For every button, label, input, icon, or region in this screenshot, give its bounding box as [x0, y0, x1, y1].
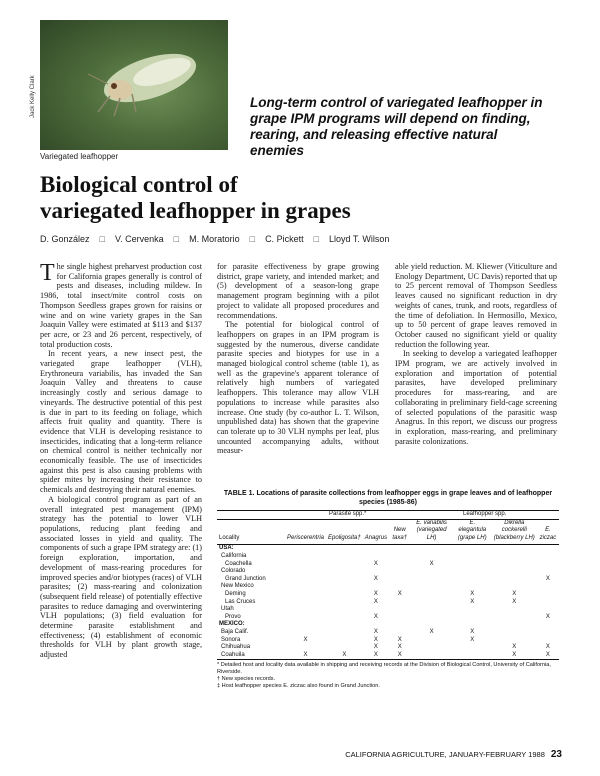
table-cell: X — [537, 652, 559, 660]
group-header-parasite: Parasite spp.* — [285, 511, 410, 520]
table-cell — [285, 606, 326, 614]
locality-cell: MEXICO: — [219, 621, 245, 628]
table-cell — [285, 583, 326, 591]
body-column-3 — [395, 262, 557, 478]
table-cell: X — [470, 590, 475, 597]
table-cell — [537, 621, 559, 629]
table-cell — [410, 652, 452, 660]
table-cell — [410, 614, 452, 622]
leafhopper-illustration — [40, 20, 228, 150]
table-row — [217, 644, 559, 652]
table-cell — [389, 606, 410, 614]
table-cell — [326, 629, 363, 637]
column-header: E. variabilis (variegated LH) — [410, 519, 452, 545]
table-cell — [326, 644, 363, 652]
table-cell — [410, 591, 452, 599]
table-cell — [326, 561, 363, 569]
column-header: Anagrus — [363, 519, 389, 545]
body-paragraph: The potential for biological control of leafhoppers on grapes in an IPM program is suggested by the numerous, diverse candidate parasite species and biotypes for use in a managed biological control scheme (table 1), as well as the grapevine's apparent tolerance of relatively high numbers of variegated leafhoppers. This tolerance may allow VLH populations to increase while parasites also increase. One study (by co-author L. T. Wilson, unpublished data) has shown that the grapevine can tolerate up to 30 VLH nymphs per leaf, plus uncounted accompanying adults, without measur- — [217, 320, 379, 456]
table-cell — [410, 576, 452, 584]
author: M. Moratorio — [189, 234, 240, 244]
author-separator: □ — [313, 234, 320, 244]
table-cell — [326, 583, 363, 591]
drop-cap: T — [40, 262, 55, 286]
table-cell: X — [429, 628, 434, 635]
table-cell: X — [429, 560, 434, 567]
table-cell — [326, 637, 363, 645]
table-cell — [537, 583, 559, 591]
table-footnote: † New species records. — [217, 676, 276, 683]
table-cell — [492, 637, 537, 645]
table-cell — [363, 583, 389, 591]
author-separator: □ — [173, 234, 180, 244]
table-cell — [285, 644, 326, 652]
table-row — [217, 652, 559, 660]
table-cell — [363, 568, 389, 576]
table-cell — [410, 606, 452, 614]
table-cell: X — [470, 628, 475, 635]
table-cell: X — [363, 652, 389, 660]
table-cell — [326, 606, 363, 614]
table-cell — [326, 576, 363, 584]
table-cell — [363, 606, 389, 614]
column-header: Dikrella cockerelli (blackberry LH) — [492, 519, 537, 545]
table-cell — [389, 568, 410, 576]
page-footer — [330, 749, 562, 760]
table-cell — [363, 553, 389, 561]
table-cell — [389, 614, 410, 622]
table-cell: X — [373, 644, 378, 651]
table-cell: X — [545, 613, 550, 620]
table-cell: X — [373, 575, 378, 582]
table-cell — [285, 591, 326, 599]
table-cell — [537, 637, 559, 645]
body-paragraph: A biological control program as part of an overall integrated pest management (IPM) strategy has the potential to lower VLH populations, reducing plant feeding and associated losses in yield and quality. The components of such a grape IPM strategy are: (1) foreign exploration, importation, and development of mass-rearing procedures for improved species and/or biotypes (races) of VLH parasites; (2) mass-rearing and colonization (subsequent field release) of potentially effective parasites to reduce damaging and overwintering VLH populations; (3) field evaluation for determine parasite establishment and effectiveness; (4) establishment of economic thresholds for VLH by plant growth stage, adjusted — [40, 494, 202, 660]
group-header-leafhopper: Leafhopper spp. — [410, 511, 559, 520]
paragraph-text: he single highest preharvest production cost for California grapes generally is control of pests and diseases, including mildew. In 1986, total insect/mite control costs on Thompson Seedless grapes grown for raisins or wine and on wine variety grapes in the San Joaquin Valley were estimated at $113 and $137 per acre, or 23 and 26 percent, respectively, of total production costs. — [40, 262, 202, 349]
table-cell: X — [545, 575, 550, 582]
table-cell: X — [492, 652, 537, 660]
table-cell — [389, 599, 410, 607]
column-header-locality: Locality — [217, 519, 285, 545]
title-line-2: variegated leafhopper in grapes — [40, 198, 351, 223]
table-cell — [492, 568, 537, 576]
table-cell — [285, 621, 326, 629]
leafhopper-photo — [40, 20, 228, 150]
table-cell — [285, 561, 326, 569]
table-cell: X — [373, 628, 378, 635]
author-list — [40, 234, 560, 244]
locality-cell: Utah — [221, 606, 234, 613]
table-cell — [410, 637, 452, 645]
table-cell: X — [397, 636, 402, 643]
table-cell — [492, 614, 537, 622]
table-row — [217, 637, 559, 645]
table-cell: X — [373, 598, 378, 605]
locality-cell: Coahuila — [217, 652, 285, 660]
table-footnote: * Detailed host and locality data available in shipping and receiving records at the Division of Biological Control, University of California, Riverside. — [217, 662, 551, 676]
table-cell: X — [545, 644, 550, 651]
table-cell: X — [512, 598, 517, 605]
table-cell — [453, 561, 492, 569]
table-row — [217, 606, 559, 614]
data-table — [217, 510, 559, 660]
table-cell — [285, 576, 326, 584]
locality-cell: USA: — [219, 545, 234, 552]
table-cell — [492, 553, 537, 561]
photo-credit: Jack Kelly Clark — [30, 75, 36, 118]
locality-cell: California — [221, 552, 247, 559]
body-paragraph: for parasite effectiveness by grape growing district, grape variety, and intended market; and (5) development of a season-long grape management program beginning with a pilot project to validate all proposed procedures and recommendations. — [217, 262, 379, 320]
table-cell — [285, 568, 326, 576]
table-cell — [492, 629, 537, 637]
table-cell — [410, 545, 452, 553]
table-row — [217, 576, 559, 584]
table-cell: X — [470, 636, 475, 643]
table-cell — [537, 545, 559, 553]
table-cell — [537, 606, 559, 614]
table-caption: TABLE 1. Locations of parasite collections from leafhopper eggs in grape leaves and of leafhopper species (1985-86) — [223, 490, 553, 506]
locality-cell: Coachella — [225, 560, 252, 567]
table-row — [217, 561, 559, 569]
locality-cell: New Mexico — [221, 583, 254, 590]
table-cell — [492, 621, 537, 629]
body-column-1 — [40, 262, 202, 722]
author: C. Pickett — [265, 234, 304, 244]
column-header: E. ziczac — [537, 519, 559, 545]
table-cell — [285, 629, 326, 637]
table-cell — [389, 576, 410, 584]
table-cell: X — [389, 652, 410, 660]
table-cell — [285, 545, 326, 553]
body-paragraph: In recent years, a new insect pest, the variegated grape leafhopper (VLH), Erythroneura variabilis, has invaded the San Joaquin Valley and threatens to cause increasingly costly and serious damage to vineyards. The destructive potential of this pest is due in part to its feeding on foliage, which affects fruit quality and quantity. There is evidence that VLH is developing resistance to insecticides, indicating that a long-term reliance on chemical control is neither technically nor economically feasible. The use of insecticides against this pest is also causing problems with spider mites by increasing their resistance to chemicals and destroying their natural enemies. — [40, 349, 202, 495]
table-cell — [326, 545, 363, 553]
table-cell — [453, 652, 492, 660]
table-cell — [326, 591, 363, 599]
locality-cell: Chihuahua — [221, 644, 251, 651]
table-cell — [492, 606, 537, 614]
table-cell — [453, 568, 492, 576]
author-separator: □ — [99, 234, 105, 244]
table-cell — [453, 545, 492, 553]
locality-cell: Colorado — [221, 568, 246, 575]
table-cell: X — [397, 590, 402, 597]
table-cell — [537, 561, 559, 569]
article-title — [40, 172, 480, 224]
table-cell — [453, 576, 492, 584]
table-cell — [389, 553, 410, 561]
body-paragraph: able yield reduction. M. Kliewer (Viticulture and Enology Department, UC Davis) reported that up to 25 percent removal of Thompson Seedless leaves caused no significant reduction in dry weights of canes, trunk, and roots, regardless of the time of defoliation. In Hermosillo, Mexico, up to 50 percent of grape leaves removed in October caused no significant yield or quality reduction the following year. — [395, 262, 557, 349]
parasite-table — [217, 490, 559, 730]
table-cell — [410, 568, 452, 576]
table-cell — [492, 583, 537, 591]
table-cell — [537, 591, 559, 599]
table-cell — [410, 553, 452, 561]
column-header: New taxa† — [389, 519, 410, 545]
author-separator: □ — [249, 234, 256, 244]
table-cell: X — [303, 636, 308, 643]
table-cell — [389, 545, 410, 553]
locality-cell: Deming — [225, 590, 246, 597]
table-cell — [453, 606, 492, 614]
table-row — [217, 591, 559, 599]
page-number: 23 — [550, 749, 562, 760]
author: D. González — [40, 234, 90, 244]
table-cell: X — [512, 590, 517, 597]
table-cell — [492, 545, 537, 553]
table-cell — [537, 553, 559, 561]
table-cell — [410, 621, 452, 629]
locality-cell: Provo — [225, 613, 241, 620]
table-cell: X — [373, 590, 378, 597]
locality-cell: Sonora — [221, 636, 241, 643]
table-cell — [537, 629, 559, 637]
table-cell — [285, 553, 326, 561]
table-footnote: ‡ Host leafhopper species E. ziczac also found in Grand Junction. — [217, 683, 380, 690]
column-header: Periscerentria — [285, 519, 326, 545]
table-cell: X — [470, 598, 475, 605]
photo-caption: Variegated leafhopper — [40, 152, 119, 161]
table-cell — [537, 568, 559, 576]
article-deck: Long-term control of variegated leafhopper in grape IPM programs will depend on finding, rearing, and releasing effective natural enemies — [250, 95, 543, 158]
table-cell: X — [373, 560, 378, 567]
table-cell — [537, 599, 559, 607]
body-paragraph: In seeking to develop a variegated leafhopper IPM program, we are actively involved in exploration and importation of potential parasites, have developed preliminary procedures for mass-rearing, and are collaborating in preliminary field-cage screening of selected populations of the parasitic wasp Anagrus. In this report, we discuss our progress in exploration, mass-rearing, and preliminary parasite colonizations. — [395, 349, 557, 446]
table-cell — [363, 621, 389, 629]
column-header: Epoligosita† — [326, 519, 363, 545]
table-cell — [389, 621, 410, 629]
table-cell — [492, 576, 537, 584]
table-cell — [389, 561, 410, 569]
table-cell — [453, 553, 492, 561]
journal-issue: CALIFORNIA AGRICULTURE, JANUARY-FEBRUARY 1988 — [345, 750, 545, 759]
table-cell — [285, 599, 326, 607]
table-row — [217, 553, 559, 561]
table-row — [217, 621, 559, 629]
table-cell — [453, 644, 492, 652]
locality-cell: Baja Calif. — [221, 628, 249, 635]
table-cell: X — [512, 644, 517, 651]
column-header: E. elegantula (grape LH) — [453, 519, 492, 545]
table-cell — [410, 583, 452, 591]
table-footnotes — [217, 662, 559, 690]
table-cell: X — [373, 613, 378, 620]
table-cell — [410, 599, 452, 607]
table-cell — [326, 614, 363, 622]
table-body — [217, 545, 559, 660]
table-row — [217, 545, 559, 553]
table-cell — [389, 629, 410, 637]
body-column-2 — [217, 262, 379, 478]
table-header-blank — [217, 511, 285, 520]
table-cell — [326, 568, 363, 576]
table-cell — [285, 614, 326, 622]
table-cell — [326, 599, 363, 607]
table-cell: X — [373, 636, 378, 643]
author: Lloyd T. Wilson — [329, 234, 390, 244]
title-line-1: Biological control of — [40, 172, 238, 197]
table-row — [217, 614, 559, 622]
table-cell — [363, 545, 389, 553]
table-row — [217, 629, 559, 637]
table-row — [217, 599, 559, 607]
table-cell — [453, 583, 492, 591]
table-cell: X — [397, 644, 402, 651]
table-cell — [389, 583, 410, 591]
table-cell — [453, 614, 492, 622]
table-cell — [326, 621, 363, 629]
locality-cell: Grand Junction — [225, 575, 266, 582]
table-cell — [326, 553, 363, 561]
locality-cell: Las Cruces — [225, 598, 256, 605]
table-cell — [410, 644, 452, 652]
table-row — [217, 583, 559, 591]
author: V. Cervenka — [114, 234, 164, 244]
table-cell: X — [326, 652, 363, 660]
table-cell — [492, 561, 537, 569]
table-cell — [453, 621, 492, 629]
table-cell: X — [285, 652, 326, 660]
body-paragraph — [40, 262, 202, 349]
table-row — [217, 568, 559, 576]
